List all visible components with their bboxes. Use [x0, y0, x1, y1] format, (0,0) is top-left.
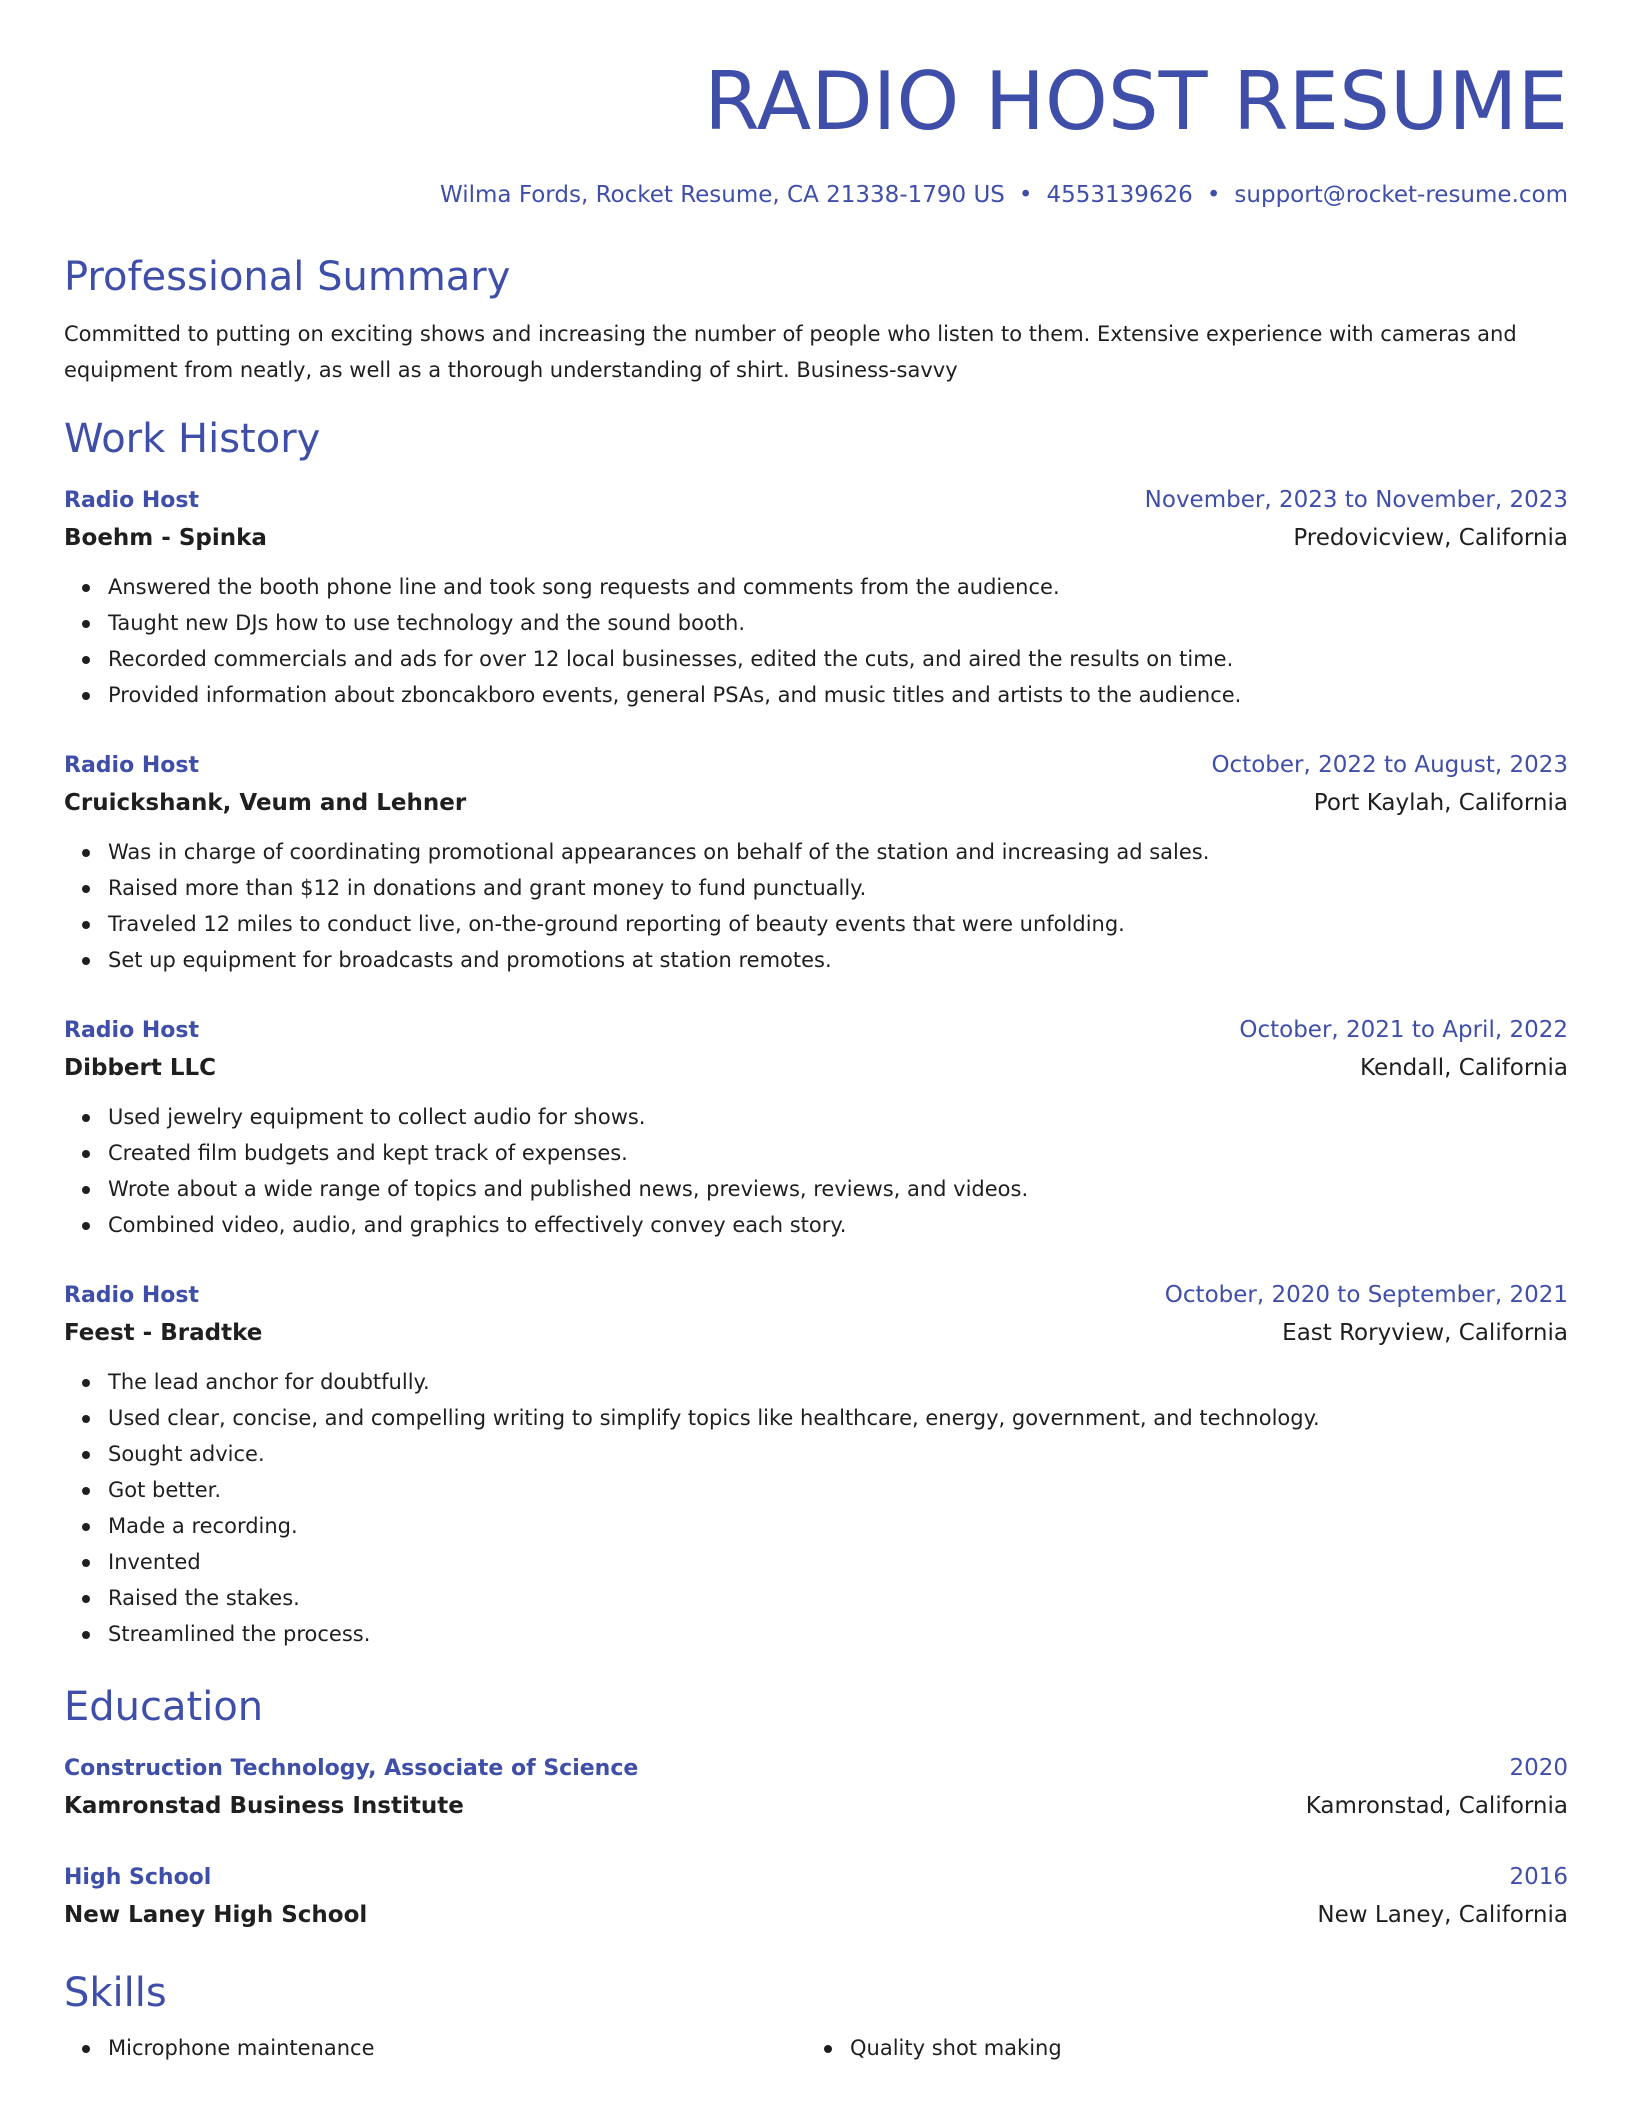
job-title: Radio Host — [64, 1283, 199, 1308]
job-bullet: Answered the booth phone line and took song requests and comments from the audience. — [108, 569, 1568, 605]
resume-page — [64, 0, 1568, 2066]
job-company-row — [64, 519, 1568, 557]
job-bullet: Created film budgets and kept track of expenses. — [108, 1135, 1568, 1171]
job-bullet: Got better. — [108, 1472, 1568, 1508]
job-bullet: Traveled 12 miles to conduct live, on-the-ground reporting of beauty events that were unfolding. — [108, 906, 1568, 942]
job-header-row — [64, 1277, 1568, 1314]
skill-item: Microphone maintenance — [108, 2030, 806, 2066]
skills-column-left — [64, 2030, 806, 2066]
job-location: Kendall, California — [1360, 1055, 1568, 1081]
job-bullet: Invented — [108, 1544, 1568, 1580]
job-bullet: Set up equipment for broadcasts and promotions at station remotes. — [108, 942, 1568, 978]
job-bullet: Was in charge of coordinating promotional appearances on behalf of the station and increasing ad sales. — [108, 834, 1568, 870]
job-bullet: Raised more than $12 in donations and grant money to fund punctually. — [108, 870, 1568, 906]
job-bullet: Raised the stakes. — [108, 1580, 1568, 1616]
education-school: Kamronstad Business Institute — [64, 1793, 464, 1819]
job-dates: October, 2020 to September, 2021 — [1164, 1282, 1568, 1308]
contact-email: support@rocket-resume.com — [1234, 182, 1568, 208]
job-bullets — [64, 834, 1568, 978]
job-company: Cruickshank, Veum and Lehner — [64, 790, 467, 816]
summary-heading: Professional Summary — [64, 254, 511, 300]
job-bullet: Taught new DJs how to use technology and the sound booth. — [108, 605, 1568, 641]
education-year: 2020 — [1509, 1755, 1568, 1781]
education-school: New Laney High School — [64, 1902, 368, 1928]
job-company-row — [64, 784, 1568, 822]
job-company: Dibbert LLC — [64, 1055, 217, 1081]
skills-column-right — [806, 2030, 1548, 2066]
job-bullets — [64, 1364, 1568, 1652]
education-school-row — [64, 1896, 1568, 1934]
education-degree: Construction Technology, Associate of Science — [64, 1756, 639, 1781]
job-dates: November, 2023 to November, 2023 — [1144, 487, 1568, 513]
job-title: Radio Host — [64, 753, 199, 778]
job-location: Port Kaylah, California — [1313, 790, 1568, 816]
education-location: New Laney, California — [1317, 1902, 1568, 1928]
job-bullet: Provided information about zboncakboro events, general PSAs, and music titles and artists to the audience. — [108, 677, 1568, 713]
summary-text: Committed to putting on exciting shows and increasing the number of people who listen to them. Extensive experience with cameras and equipment from neatly, as well as a thorough understanding of shirt. Business-savvy — [64, 322, 1517, 382]
education-header-row — [64, 1750, 1568, 1787]
job-bullet: Made a recording. — [108, 1508, 1568, 1544]
job-header-row — [64, 747, 1568, 784]
job-bullet: Streamlined the process. — [108, 1616, 1568, 1652]
job-header-row — [64, 482, 1568, 519]
contact-line — [64, 180, 1568, 210]
job-entry — [64, 1012, 1568, 1243]
education-degree: High School — [64, 1865, 212, 1890]
contact-separator: • — [1018, 182, 1033, 208]
job-bullets — [64, 569, 1568, 713]
job-company-row — [64, 1049, 1568, 1087]
education-location: Kamronstad, California — [1305, 1793, 1568, 1819]
job-location: East Roryview, California — [1282, 1320, 1568, 1346]
job-bullet: Used jewelry equipment to collect audio for shows. — [108, 1099, 1568, 1135]
education-entry — [64, 1859, 1568, 1934]
education-heading: Education — [64, 1684, 264, 1730]
job-title: Radio Host — [64, 1018, 199, 1043]
skills-list — [64, 2030, 1568, 2066]
education-header-row — [64, 1859, 1568, 1896]
skill-item: Quality shot making — [850, 2030, 1548, 2066]
education-school-row — [64, 1787, 1568, 1825]
education-year: 2016 — [1509, 1864, 1568, 1890]
job-bullet: Wrote about a wide range of topics and published news, previews, reviews, and videos. — [108, 1171, 1568, 1207]
work-history-heading: Work History — [64, 416, 321, 462]
job-dates: October, 2021 to April, 2022 — [1239, 1017, 1568, 1043]
job-entry — [64, 747, 1568, 978]
job-company-row — [64, 1314, 1568, 1352]
job-company: Feest - Bradtke — [64, 1320, 263, 1346]
job-bullet: Recorded commercials and ads for over 12 local businesses, edited the cuts, and aired the results on time. — [108, 641, 1568, 677]
job-bullet: Used clear, concise, and compelling writing to simplify topics like healthcare, energy, government, and technology. — [108, 1400, 1568, 1436]
job-bullet: The lead anchor for doubtfully. — [108, 1364, 1568, 1400]
skills-heading: Skills — [64, 1970, 167, 2016]
education-entry — [64, 1750, 1568, 1825]
contact-phone: 4553139626 — [1046, 182, 1193, 208]
job-header-row — [64, 1012, 1568, 1049]
resume-title: RADIO HOST RESUME — [704, 55, 1568, 148]
job-entry — [64, 1277, 1568, 1652]
job-title: Radio Host — [64, 488, 199, 513]
job-location: Predovicview, California — [1293, 525, 1568, 551]
contact-separator: • — [1206, 182, 1221, 208]
job-bullet: Combined video, audio, and graphics to effectively convey each story. — [108, 1207, 1568, 1243]
job-entry — [64, 482, 1568, 713]
job-company: Boehm - Spinka — [64, 525, 267, 551]
job-bullets — [64, 1099, 1568, 1243]
contact-address: Wilma Fords, Rocket Resume, CA 21338-1790 US — [440, 182, 1005, 208]
job-dates: October, 2022 to August, 2023 — [1211, 752, 1568, 778]
job-bullet: Sought advice. — [108, 1436, 1568, 1472]
